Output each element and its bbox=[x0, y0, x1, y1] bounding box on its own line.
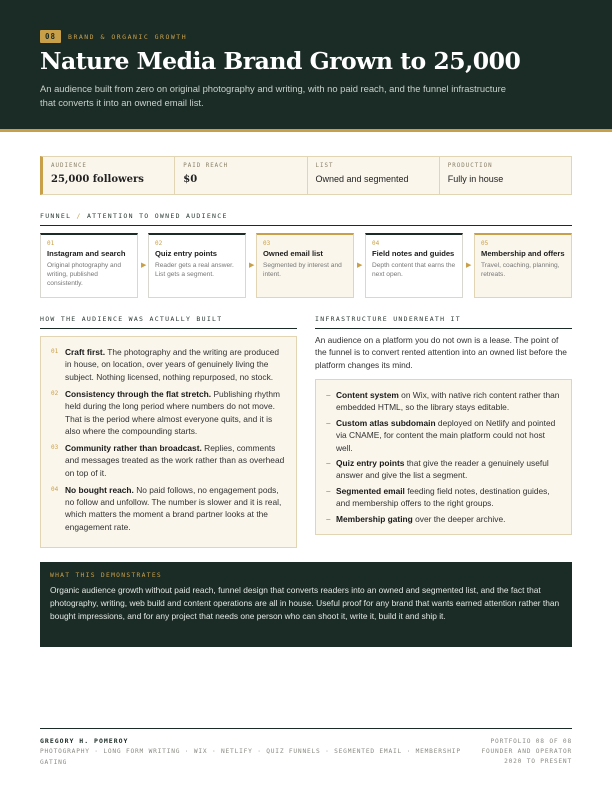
funnel-step bbox=[256, 233, 354, 298]
funnel-step-number: 03 bbox=[263, 240, 271, 247]
funnel-label-b: ATTENTION TO OWNED AUDIENCE bbox=[86, 212, 228, 220]
list-item bbox=[326, 513, 561, 525]
dash-bullet: – bbox=[326, 458, 331, 469]
item-title: Community rather than broadcast. bbox=[65, 442, 202, 453]
stat-list bbox=[308, 157, 440, 194]
item-number: 03 bbox=[51, 443, 59, 451]
item-title: Content system bbox=[336, 390, 399, 400]
stat-value: Owned and segmented bbox=[315, 174, 409, 184]
portfolio-position: PORTFOLIO 08 OF 08 bbox=[490, 738, 572, 745]
list-item bbox=[51, 388, 286, 438]
stat-audience bbox=[43, 157, 175, 194]
item-text: deployed on Netlify and pointed via CNAME, for content the main platform could not host well. bbox=[336, 417, 556, 453]
list-item bbox=[326, 417, 561, 454]
arrow-right-icon: ▶ bbox=[249, 262, 255, 269]
page-title: Nature Media Brand Grown to 25,000 bbox=[40, 47, 521, 75]
item-number: 04 bbox=[51, 485, 59, 493]
item-text: on Wix, with native rich content rather than embedded HTML, so the library stays editable. bbox=[336, 390, 560, 413]
funnel-step bbox=[474, 233, 572, 298]
infra-card bbox=[315, 379, 572, 535]
item-text: Publishing rhythm held during the long period where numbers do not move. That is the period where almost everyone quits, and it is also where the compounding starts. bbox=[65, 388, 281, 436]
funnel-label-separator: / bbox=[76, 212, 82, 220]
funnel-diagram bbox=[40, 233, 572, 298]
dash-bullet: – bbox=[326, 390, 331, 400]
list-item bbox=[326, 485, 561, 510]
stat-label: PAID REACH bbox=[183, 163, 229, 169]
infra-intro: An audience on a platform you do not own is a lease. The point of the funnel is to convert rented attention into an owned list before the platform changes its mind. bbox=[315, 335, 567, 370]
funnel-label-a: FUNNEL bbox=[40, 212, 72, 220]
stat-value: Fully in house bbox=[447, 174, 504, 184]
item-title: Consistency through the flat stretch. bbox=[65, 388, 212, 399]
built-section-label: HOW THE AUDIENCE WAS ACTUALLY BUILT bbox=[40, 315, 223, 323]
demonstrates-label: WHAT THIS DEMONSTRATES bbox=[50, 572, 163, 579]
arrow-right-icon: ▶ bbox=[357, 262, 363, 269]
funnel-rule bbox=[40, 225, 572, 226]
stat-value: $0 bbox=[183, 174, 198, 185]
funnel-step-number: 01 bbox=[47, 240, 55, 247]
list-item bbox=[51, 346, 286, 383]
funnel-step-title: Field notes and guides bbox=[372, 249, 455, 258]
funnel-step-number: 02 bbox=[155, 240, 163, 247]
funnel-step bbox=[365, 233, 463, 298]
funnel-step-title: Membership and offers bbox=[481, 249, 565, 258]
stat-label: PRODUCTION bbox=[447, 163, 493, 169]
funnel-step-title: Quiz entry points bbox=[155, 249, 218, 258]
header-kicker: BRAND & ORGANIC GROWTH bbox=[68, 32, 188, 41]
stat-production bbox=[440, 157, 571, 194]
item-text: feeding field notes, destination guides, and membership offers to the right groups. bbox=[336, 485, 550, 509]
item-text: No paid follows, no engagement pods, no follow and unfollow. The number is slower and it is real, which matters the moment a brand partner looks at the engagement rate. bbox=[65, 484, 282, 532]
footer-rule bbox=[40, 728, 572, 729]
section-number-badge: 08 bbox=[40, 30, 61, 43]
funnel-section-label bbox=[40, 212, 228, 220]
arrow-right-icon: ▶ bbox=[466, 262, 472, 269]
stat-value: 25,000 followers bbox=[51, 174, 144, 185]
item-title: Craft first. bbox=[65, 347, 106, 357]
funnel-step-desc: Reader gets a real answer. List gets a segment. bbox=[155, 261, 234, 278]
arrow-right-icon: ▶ bbox=[141, 262, 147, 269]
item-title: Quiz entry points bbox=[336, 458, 405, 469]
list-item bbox=[51, 442, 286, 479]
funnel-step-title: Instagram and search bbox=[47, 249, 126, 258]
infra-rule bbox=[315, 328, 572, 329]
item-number: 02 bbox=[51, 389, 59, 397]
page-header bbox=[0, 0, 612, 132]
item-text: over the deeper archive. bbox=[415, 513, 506, 524]
funnel-step-number: 05 bbox=[481, 240, 489, 247]
funnel-step-desc: Travel, coaching, planning, retreats. bbox=[481, 261, 560, 278]
funnel-step bbox=[40, 233, 138, 298]
funnel-step-desc: Depth content that earns the next open. bbox=[372, 261, 456, 278]
item-text: that give the reader a genuinely useful answer and give the list a segment. bbox=[336, 458, 549, 481]
date-range: 2020 TO PRESENT bbox=[504, 758, 572, 765]
funnel-step-title: Owned email list bbox=[263, 249, 323, 258]
item-title: No bought reach. bbox=[65, 484, 134, 495]
item-number: 01 bbox=[51, 348, 59, 355]
item-title: Custom atlas subdomain bbox=[336, 417, 436, 428]
dash-bullet: – bbox=[326, 513, 331, 524]
skill-tags: PHOTOGRAPHY · LONG FORM WRITING · WIX · NETLIFY · QUIZ FUNNELS · SEGMENTED EMAIL · MEMBERSHIP GATING bbox=[40, 748, 461, 766]
list-item bbox=[51, 484, 286, 534]
item-title: Segmented email bbox=[336, 485, 405, 496]
funnel-step-number: 04 bbox=[372, 240, 380, 247]
built-rule bbox=[40, 328, 297, 329]
list-item bbox=[326, 389, 561, 414]
stats-bar bbox=[40, 156, 572, 195]
infra-section-label: INFRASTRUCTURE UNDERNEATH IT bbox=[315, 315, 461, 323]
dash-bullet: – bbox=[326, 417, 331, 428]
item-text: Replies, comments and messages treated as the work rather than as overhead on top of it. bbox=[65, 442, 285, 478]
header-tag bbox=[40, 30, 187, 43]
dash-bullet: – bbox=[326, 485, 331, 496]
role: FOUNDER AND OPERATOR bbox=[481, 748, 572, 755]
funnel-step-desc: Original photography and writing, published consistently. bbox=[47, 261, 122, 287]
funnel-step-desc: Segmented by interest and intent. bbox=[263, 261, 342, 278]
list-item bbox=[326, 457, 561, 482]
item-text: The photography and the writing are produced in house, on location, over years of genuinely living the subject. Nothing licensed, nothing repurposed, no stock. bbox=[65, 347, 280, 382]
stat-paid-reach bbox=[175, 157, 307, 194]
footer-meta bbox=[481, 737, 572, 767]
page-subtitle: An audience built from zero on original photography and writing, with no paid reach, and the funnel infrastructure that converts it into an owned email list. bbox=[40, 83, 506, 108]
demonstrates-panel bbox=[40, 562, 572, 647]
built-card bbox=[40, 336, 297, 548]
author-name: GREGORY H. POMEROY bbox=[40, 737, 129, 745]
stat-label: AUDIENCE bbox=[51, 163, 87, 169]
stat-label: LIST bbox=[315, 163, 334, 169]
item-title: Membership gating bbox=[336, 513, 413, 524]
funnel-step bbox=[148, 233, 246, 298]
demonstrates-text: Organic audience growth without paid reach, funnel design that converts readers into an owned and segmented list, and the fact that photography, writing, web build and content operations are all in house. Useful proof for any brand that wants earned attention rather than bought impressions, and for any project that needs one person who can shoot it, write it, build it and ship it. bbox=[50, 585, 560, 621]
